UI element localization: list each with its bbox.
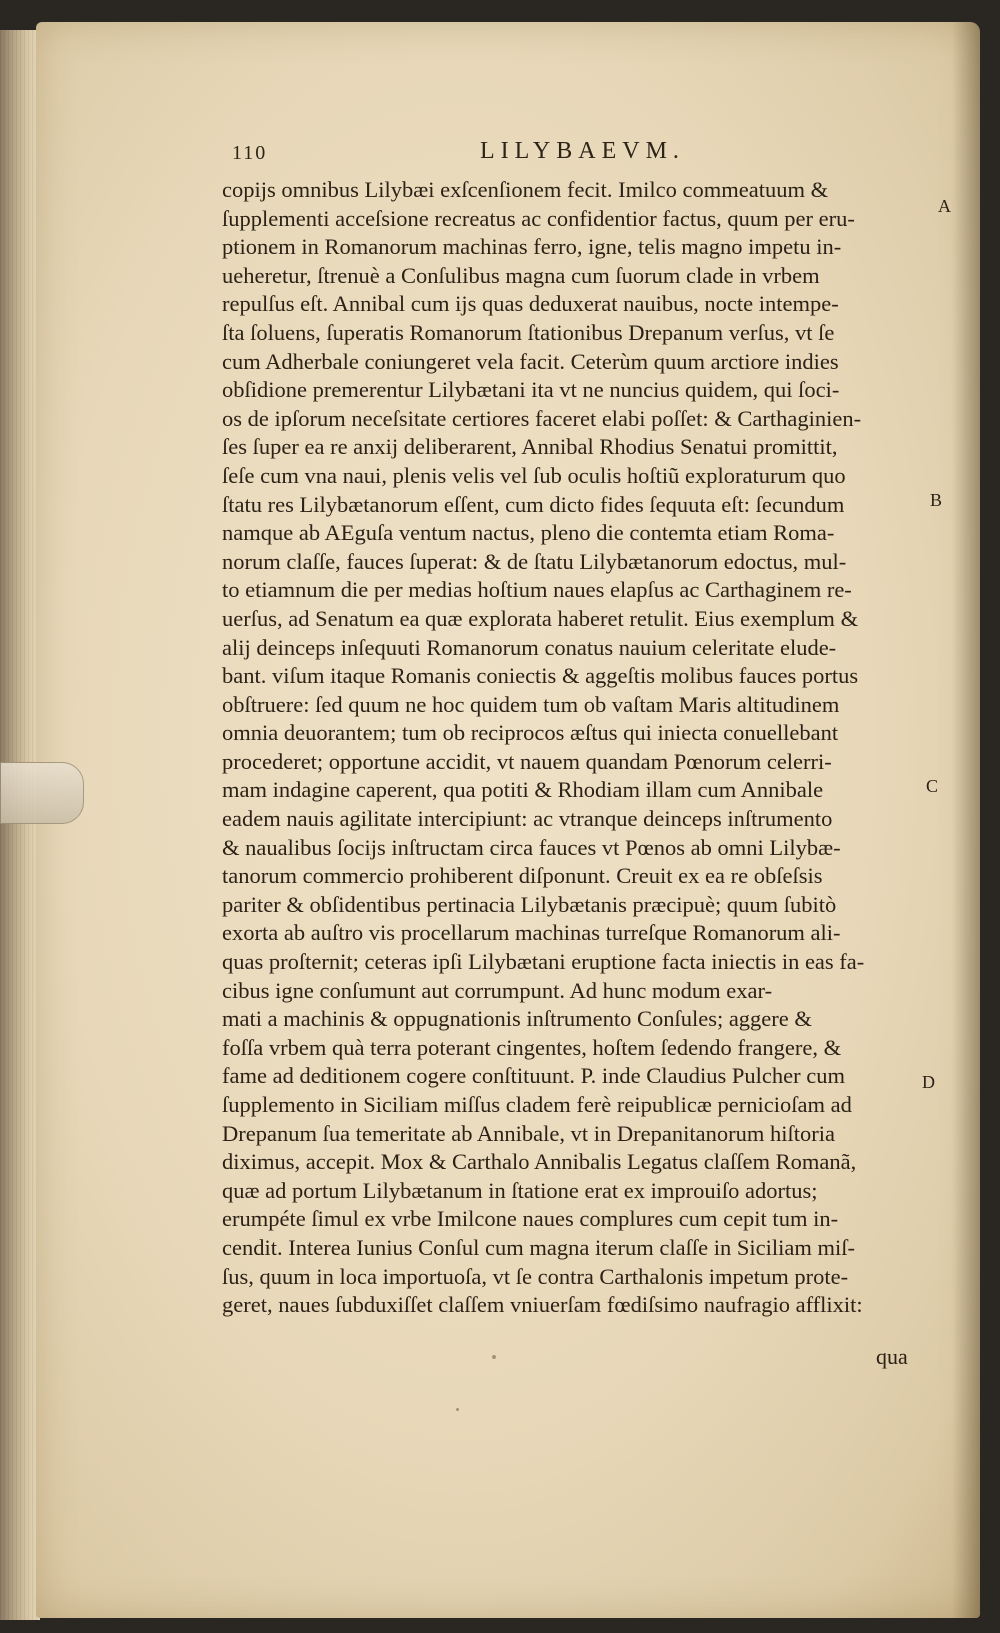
text-line: namque ab AEguſa ventum nactus, pleno die contemta etiam Roma-	[222, 520, 835, 546]
paper-spot	[492, 1355, 496, 1359]
text-line: cum Adherbale coniungeret vela facit. Ceterùm quum arctiore indies	[222, 348, 839, 374]
text-line: pariter & obſidentibus pertinacia Lilybætanis præcipuè; quum ſubitò	[222, 891, 837, 917]
text-line: ſta ſoluens, ſuperatis Romanorum ſtationibus Drepanum verſus, vt ſe	[222, 319, 835, 345]
text-line: ueheretur, ſtrenuè a Conſulibus magna cum ſuorum clade in vrbem	[222, 262, 820, 288]
text-line: fame ad deditionem cogere conſtituunt. P. inde Claudius Pulcher cum	[222, 1063, 845, 1089]
margin-letter-a: A	[938, 196, 951, 216]
margin-letter-b: B	[930, 490, 943, 510]
page-gutter-shadow	[952, 22, 980, 1618]
text-line: ſupplemento in Siciliam miſſus cladem ferè reipublicæ pernicioſam ad	[222, 1092, 852, 1117]
text-line: quas proſternit; ceteras ipſi Lilybætani eruptione facta iniectis in eas fa-	[222, 949, 865, 975]
text-line: copijs omnibus Lilybæi exſcenſionem fecit. Imilco commeatuum &	[222, 177, 829, 202]
text-line: Drepanum ſua temeritate ab Annibale, vt in Drepanitanorum hiſtoria	[222, 1120, 835, 1146]
margin-letter-c: C	[926, 776, 939, 796]
text-line: ſupplementi acceſsione recreatus ac confidentior factus, quum per eru-	[222, 205, 855, 231]
text-line: exorta ab auſtro vis procellarum machinas turreſque Romanorum ali-	[222, 920, 841, 946]
text-line: to etiamnum die per medias hoſtium naues elapſus ac Carthaginem re-	[222, 577, 852, 603]
text-line: ſtatu res Lilybætanorum eſſent, cum dicto fides ſequuta eſt: ſecundum	[222, 491, 845, 517]
running-head: LILYBAEVM.	[480, 138, 685, 164]
text-line: ſus, quum in loca importuoſa, vt ſe contra Carthalonis impetum prote-	[222, 1263, 849, 1289]
text-line: alij deinceps inſequuti Romanorum conatus nauium celeritate elude-	[222, 634, 837, 660]
text-line: ptionem in Romanorum machinas ferro, igne, telis magno impetu in-	[222, 234, 842, 260]
text-line: tanorum commercio prohiberent diſponunt. Creuit ex ea re obſeſsis	[222, 863, 823, 889]
text-line: mam indagine caperent, qua potiti & Rhodiam illam cum Annibale	[222, 777, 824, 803]
catchword: qua	[876, 1344, 908, 1369]
text-line: uerſus, ad Senatum ea quæ explorata haberet retulit. Eius exemplum &	[222, 605, 859, 631]
text-line: obſtruere: ſed quum ne hoc quidem tum ob vaſtam Maris altitudinem	[222, 691, 840, 717]
text-line: procederet; opportune accidit, vt nauem quandam Pœnorum celerri-	[222, 748, 832, 774]
text-line: ſeſe cum vna naui, plenis velis vel ſub oculis hoſtiũ exploraturum quo	[222, 462, 846, 488]
text-line: mati a machinis & oppugnationis inſtrumento Conſules; aggere &	[222, 1006, 812, 1032]
text-line: geret, naues ſubduxiſſet claſſem vniuerſam fœdiſsimo naufragio afflixit:	[222, 1292, 863, 1318]
text-line: norum claſſe, fauces ſuperat: & de ſtatu Lilybætanorum edoctus, mul-	[222, 548, 847, 574]
text-line: omnia deuorantem; tum ob reciprocos æſtus qui iniecta conuellebant	[222, 720, 839, 746]
text-line: quæ ad portum Lilybætanum in ſtatione erat ex improuiſo adortus;	[222, 1177, 818, 1203]
text-line: bant. viſum itaque Romanis coniectis & aggeſtis molibus fauces portus	[222, 663, 859, 689]
margin-letter-d: D	[922, 1072, 935, 1092]
text-line: cendit. Interea Iunius Conſul cum magna iterum claſſe in Siciliam miſ-	[222, 1234, 855, 1260]
text-line: os de ipſorum neceſsitate certiores faceret elabi poſſet: & Carthaginien-	[222, 405, 862, 431]
text-line: eadem nauis agilitate intercipiunt: ac vtranque deinceps inſtrumento	[222, 806, 833, 832]
text-line: ſes ſuper ea re anxij deliberarent, Annibal Rhodius Senatui promittit,	[222, 434, 838, 460]
text-line: obſidione premerentur Lilybætani ita vt ne nuncius quidem, qui ſoci-	[222, 377, 840, 403]
text-line: erumpéte ſimul ex vrbe Imilcone naues complures cum cepit tum in-	[222, 1206, 839, 1232]
text-line: repulſus eſt. Annibal cum ijs quas deduxerat nauibus, nocte intempe-	[222, 291, 839, 317]
body-text	[222, 176, 922, 1320]
page-number: 110	[232, 142, 268, 164]
bookmark-tab	[0, 762, 84, 824]
text-line: foſſa vrbem quà terra poterant cingentes, hoſtem ſedendo frangere, &	[222, 1034, 842, 1060]
paper-spot	[456, 1408, 459, 1411]
book-page-stack	[0, 30, 40, 1620]
text-line: diximus, accepit. Mox & Carthalo Annibalis Legatus claſſem Romanã,	[222, 1149, 857, 1175]
text-line: cibus igne conſumunt aut corrumpunt. Ad hunc modum exar-	[222, 977, 773, 1003]
text-line: & naualibus ſocijs inſtructam circa fauces vt Pœnos ab omni Lilybæ-	[222, 834, 841, 860]
page-header	[232, 138, 922, 168]
